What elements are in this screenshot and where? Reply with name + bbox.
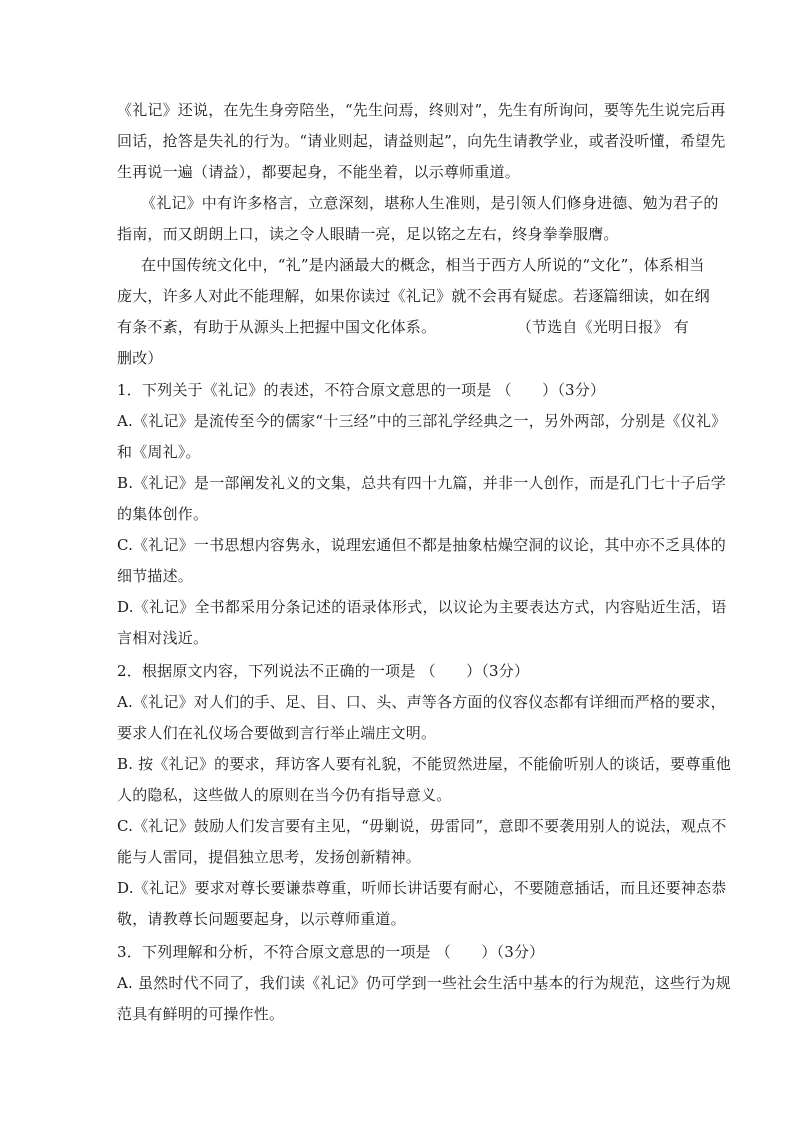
- question-3-option-a: A. 虽然时代不同了，我们读《礼记》仍可学到一些社会生活中基本的行为规范，这些行为规: [117, 974, 731, 992]
- paragraph-line: 庞大，许多人对此不能理解，如果你读过《礼记》就不会再有疑虑。若逐篇细读，如在纲: [117, 287, 710, 305]
- question-1-option-d: D.《礼记》全书都采用分条记述的语录体形式，以议论为主要表达方式，内容贴近生活，语: [117, 598, 727, 616]
- paragraph-line: 指南，而又朗朗上口，读之令人眼睛一亮，足以铭之左右，终身拳拳服膺。: [117, 225, 619, 243]
- question-2-option-a-cont: 要求人们在礼仪场合要做到言行举止端庄文明。: [117, 724, 437, 742]
- question-2-stem: 2．根据原文内容，下列说法不正确的一项是 （ ）（3分）: [117, 662, 530, 680]
- question-1-option-c: C.《礼记》一书思想内容隽永，说理宏通但不都是抽象枯燥空洞的议论，其中亦不乏具体的: [117, 536, 726, 554]
- paragraph-line: 《礼记》中有许多格言，立意深刻，堪称人生准则，是引领人们修身进德、勉为君子的: [141, 194, 719, 212]
- question-2-option-a: A.《礼记》对人们的手、足、目、口、头、声等各方面的仪容仪态都有详细而严格的要求，: [117, 693, 726, 711]
- question-1-stem: 1．下列关于《礼记》的表述，不符合原文意思的一项是 （ ）（3分）: [117, 381, 606, 399]
- paragraph-line: 《礼记》还说，在先生身旁陪坐，“先生问焉，终则对”，先生有所询问，要等先生说完后再: [117, 101, 726, 119]
- question-1-option-b-cont: 的集体创作。: [117, 505, 209, 523]
- question-1-option-a-cont: 和《周礼》。: [117, 443, 201, 461]
- paragraph-line: 生再说一遍（请益），都要起身，不能坐着，以示尊师重道。: [117, 163, 520, 181]
- question-1-option-d-cont: 言相对浅近。: [117, 629, 209, 647]
- question-3-stem: 3．下列理解和分析，不符合原文意思的一项是 （ ）（3分）: [117, 943, 545, 961]
- question-3-option-a-cont: 范具有鲜明的可操作性。: [117, 1005, 285, 1023]
- question-2-option-b-cont: 人的隐私，这些做人的原则在当今仍有指导意义。: [117, 786, 452, 804]
- question-2-option-d-cont: 敬，请教尊长问题要起身，以示尊师重道。: [117, 910, 406, 928]
- question-2-option-c: C.《礼记》鼓励人们发言要有主见，“毋剿说，毋雷同”，意即不要袭用别人的说法，观点不: [117, 817, 727, 835]
- question-2-option-b: B. 按《礼记》的要求，拜访客人要有礼貌，不能贸然进屋，不能偷听别人的谈话，要尊重他: [117, 755, 731, 773]
- question-2-option-c-cont: 能与人雷同，提倡独立思考，发扬创新精神。: [117, 848, 422, 866]
- paragraph-line: 删改）: [117, 349, 163, 367]
- paragraph-text: 有条不紊，有助于从源头上把握中国文化体系。: [117, 318, 437, 336]
- question-2-option-d: D.《礼记》要求对尊长要谦恭尊重，听师长讲话要有耐心，不要随意插话，而且还要神态恭: [117, 879, 727, 897]
- question-1-option-c-cont: 细节描述。: [117, 567, 194, 585]
- source-note: （节选自《光明日报》 有: [516, 318, 689, 336]
- question-1-option-b: B.《礼记》是一部阐发礼义的文集，总共有四十九篇，并非一人创作，而是孔门七十子后学: [117, 474, 726, 492]
- question-1-option-a: A.《礼记》是流传至今的儒家“十三经”中的三部礼学经典之一，另外两部，分别是《仪礼》: [117, 412, 727, 430]
- paragraph-line-with-source: [117, 317, 689, 337]
- paragraph-line: 回话，抢答是失礼的行为。“请业则起，请益则起”，向先生请教学业，或者没听懂，希望先: [117, 132, 726, 150]
- paragraph-line: 在中国传统文化中，“礼”是内涵最大的概念，相当于西方人所说的“文化”，体系相当: [141, 256, 705, 274]
